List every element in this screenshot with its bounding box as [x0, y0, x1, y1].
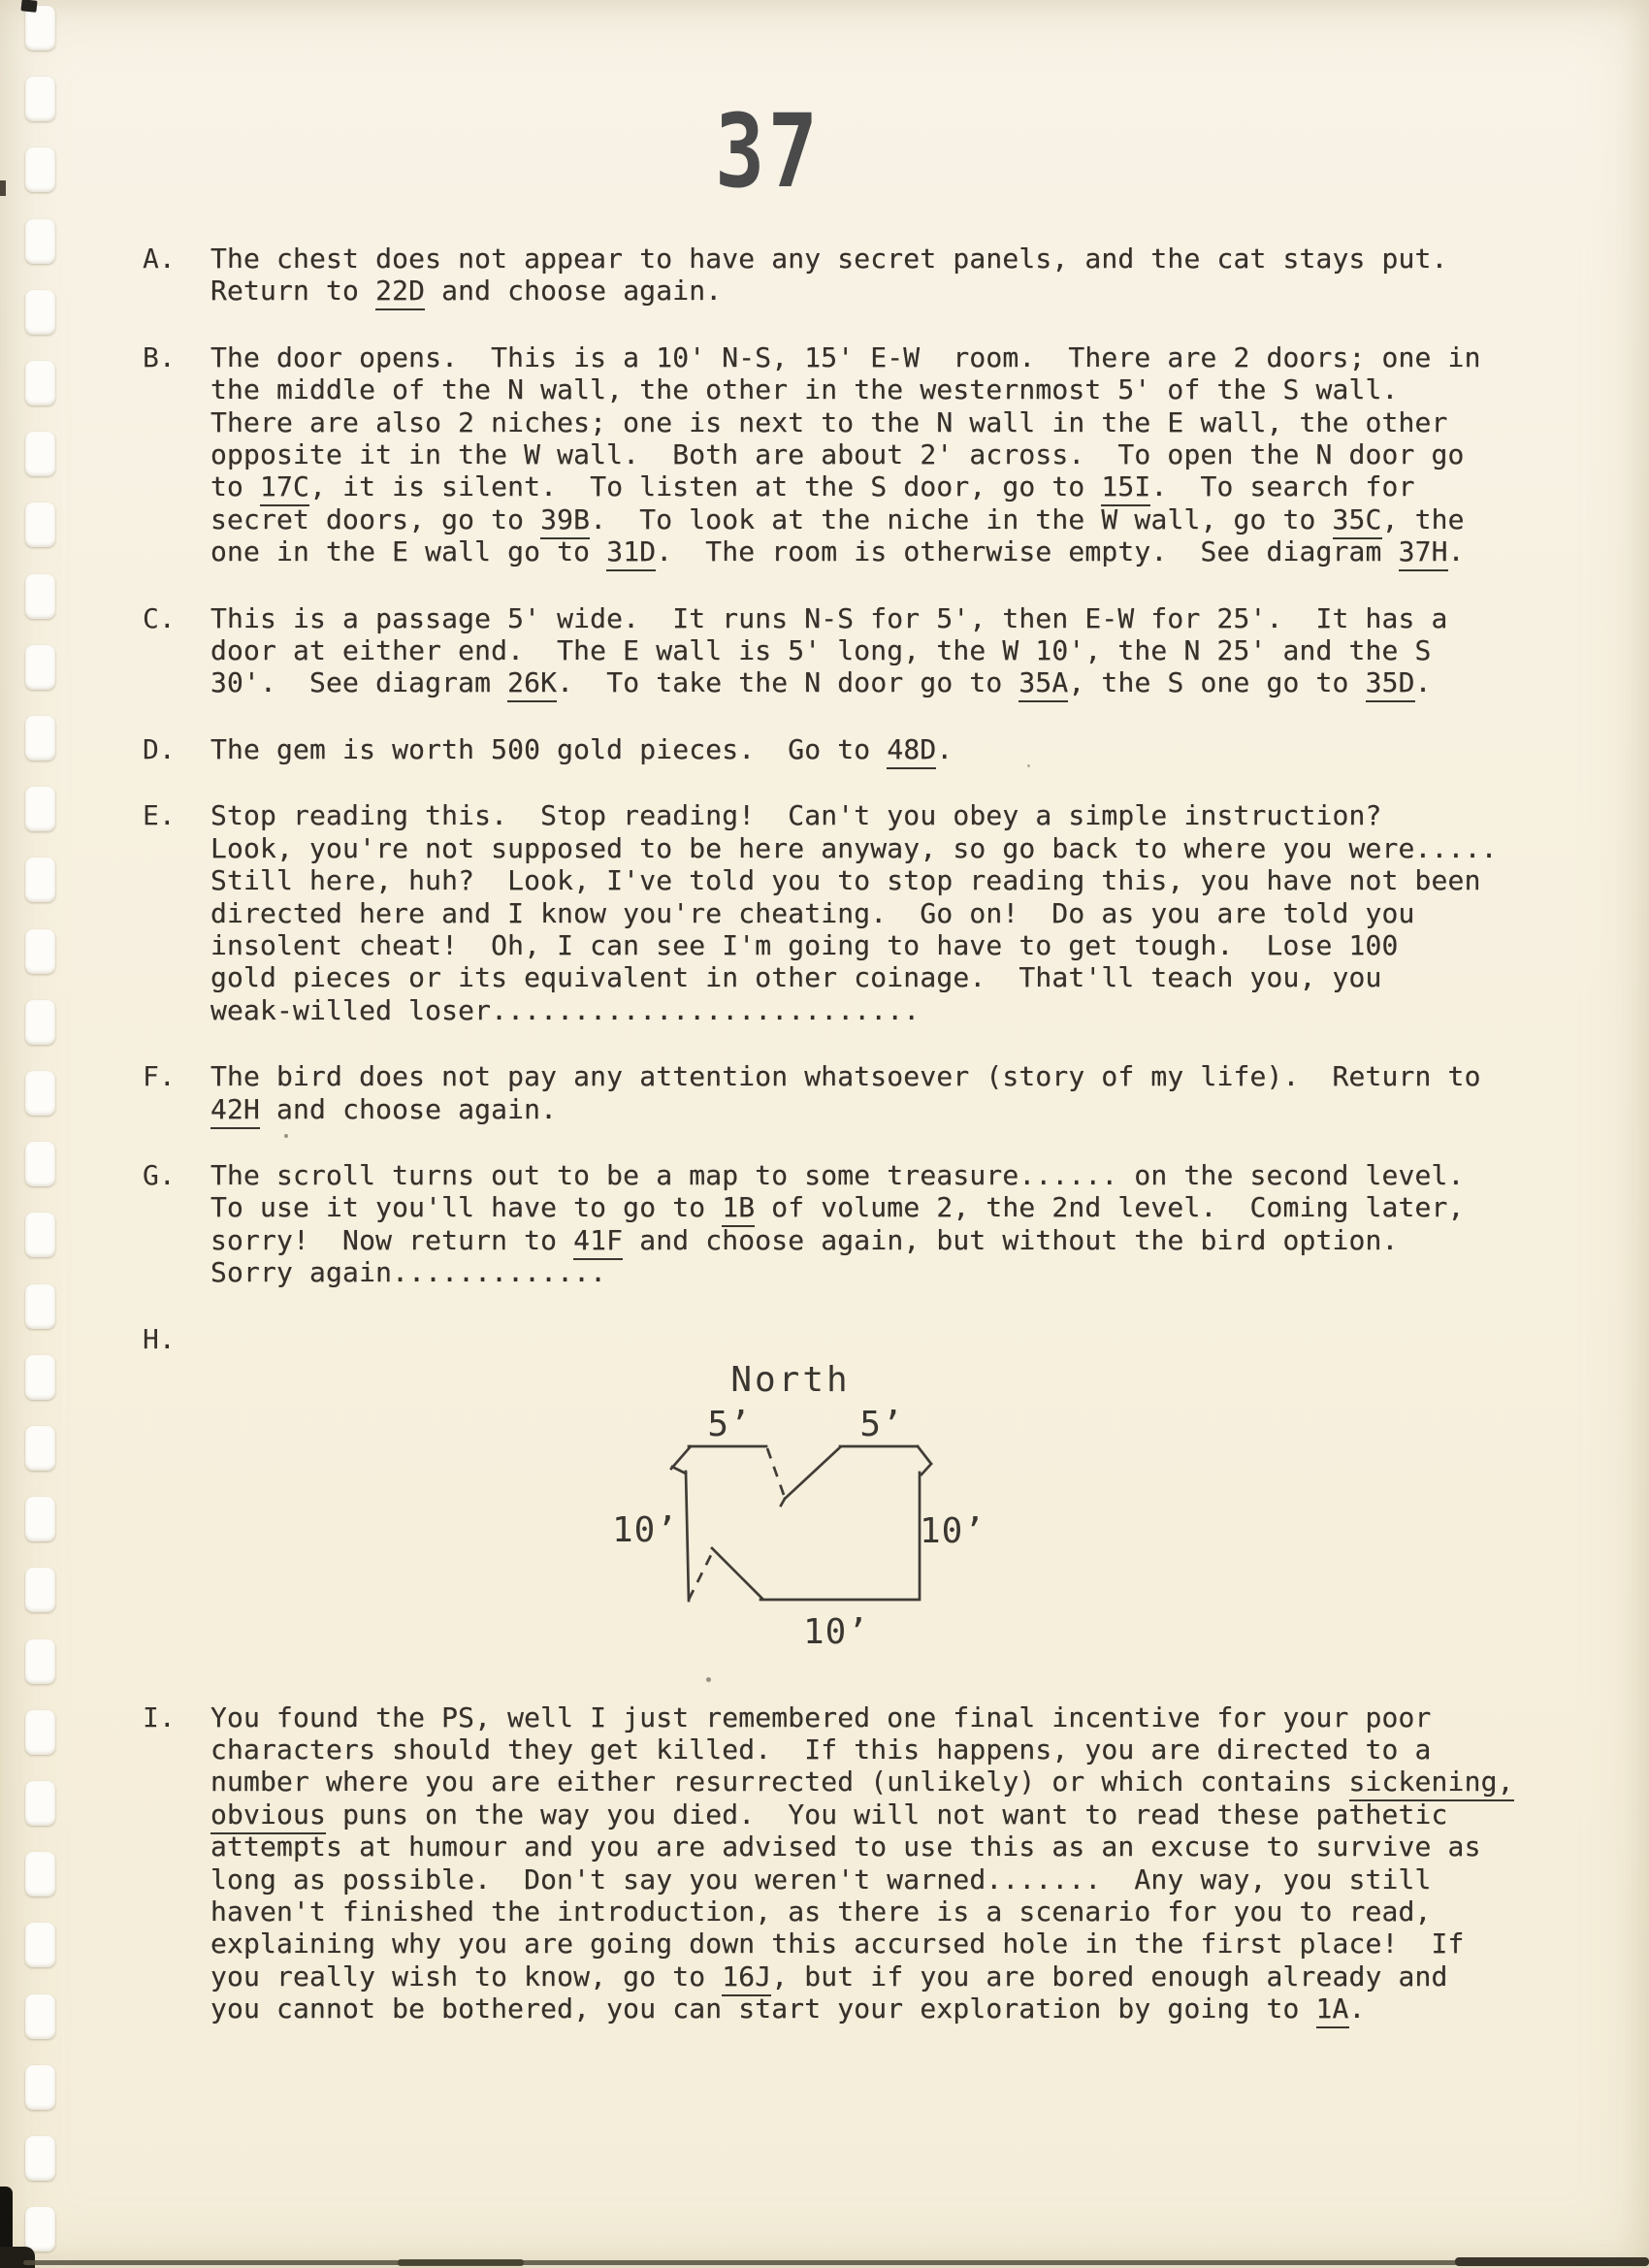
section-i	[143, 1701, 1649, 2025]
section-ref: 35C	[1333, 503, 1382, 539]
section-letter: G.	[143, 1158, 176, 1191]
section-a	[143, 243, 1649, 308]
text-line: directed here and I know you're cheating. Go on! Do as you are told you	[210, 896, 1415, 929]
scan-mark-top-left	[20, 0, 37, 13]
section-ref: 16J	[722, 1960, 771, 1996]
text-line: Look, you're not supposed to be here anyway, so go back to where you were.....	[210, 831, 1498, 864]
section-d	[143, 732, 1649, 765]
room-diagram	[582, 1323, 1067, 1651]
section-ref: 1A	[1316, 1993, 1349, 2028]
section-body	[210, 1323, 1649, 1651]
section-ref: 31D	[606, 535, 656, 571]
text-line: number where you are either resurrected (unlikely) or which contains sickening,	[210, 1766, 1649, 1798]
section-ref: sickening,	[1349, 1766, 1514, 1801]
text-line: characters should they get killed. If this happens, you are directed to a	[210, 1733, 1432, 1766]
text-line: To use it you'll have to go to 1B of volume 2, the 2nd level. Coming later,	[210, 1191, 1649, 1223]
diagram-label-right: 10’	[919, 1510, 986, 1551]
section-ref: 42H	[210, 1093, 260, 1129]
section-ref: 26K	[507, 666, 557, 702]
section-ref: 39B	[540, 503, 590, 539]
text-line: Still here, huh? Look, I've told you to stop reading this, you have not been	[210, 864, 1481, 897]
section-body	[210, 1159, 1649, 1289]
text-line: Stop reading this. Stop reading! Can't you obey a simple instruction?	[210, 799, 1382, 832]
section-g	[143, 1158, 1649, 1289]
section-ref: 37H	[1399, 535, 1448, 571]
binding-hole	[25, 2065, 55, 2110]
section-letter: I.	[143, 1701, 176, 1733]
binding-hole	[25, 2207, 55, 2252]
scan-speck	[1027, 764, 1030, 767]
section-body	[210, 341, 1649, 568]
section-ref: 22D	[375, 275, 425, 310]
diagram-label-north: North	[730, 1359, 851, 1400]
section-body	[210, 799, 1649, 1026]
section-ref: 17C	[260, 470, 309, 506]
text-line: The chest does not appear to have any secret panels, and the cat stays put.	[210, 243, 1448, 275]
text-line: the middle of the N wall, the other in the westernmost 5' of the S wall.	[210, 373, 1399, 406]
section-ref: 1B	[722, 1191, 755, 1227]
scan-speck	[284, 1134, 288, 1138]
diagram-label-left: 10’	[611, 1509, 679, 1550]
section-body	[210, 733, 1649, 765]
text-line: opposite it in the W wall. Both are about 2' across. To open the N door go	[210, 438, 1465, 471]
section-e	[143, 799, 1649, 1026]
binding-hole	[25, 2136, 55, 2181]
text-line: weak-willed loser..........................	[210, 993, 921, 1026]
text-line: This is a passage 5' wide. It runs N-S for 5', then E-W for 25'. It has a	[210, 601, 1448, 634]
diagram-label-bottom: 10’	[802, 1611, 870, 1651]
section-body	[210, 1701, 1649, 2025]
text-line: door at either end. The E wall is 5' long, the W 10', the N 25' and the S	[210, 634, 1432, 667]
diagram-svg	[582, 1323, 1067, 1651]
text-line: explaining why you are going down this accursed hole in the first place! If	[210, 1928, 1465, 1960]
text-line: to 17C, it is silent. To listen at the S door, go to 15I. To search for	[210, 470, 1649, 502]
section-letter: F.	[143, 1060, 176, 1093]
section-letter: D.	[143, 732, 176, 765]
text-line: There are also 2 niches; one is next to the N wall in the E wall, the other	[210, 405, 1448, 438]
text-line: The scroll turns out to be a map to some treasure...... on the second level.	[210, 1158, 1465, 1191]
section-ref: 48D	[887, 733, 936, 769]
room-outline	[671, 1446, 931, 1601]
section-ref: 35D	[1366, 666, 1415, 702]
text-line: You found the PS, well I just remembered one final incentive for your poor	[210, 1701, 1432, 1733]
text-line: attempts at humour and you are advised to use this as an excuse to survive as	[210, 1831, 1481, 1863]
scan-edge-patch	[398, 2259, 524, 2266]
text-line: you cannot be bothered, you can start your exploration by going to 1A.	[210, 1993, 1649, 2025]
section-letter: E.	[143, 799, 176, 832]
text-line: you really wish to know, go to 16J, but if you are bored enough already and	[210, 1960, 1649, 1993]
text-line: 30'. See diagram 26K. To take the N door go to 35A, the S one go to 35D.	[210, 666, 1649, 698]
section-c	[143, 601, 1649, 699]
text-line: gold pieces or its equivalent in other coinage. That'll teach you, you	[210, 961, 1382, 994]
page-number: 37	[715, 92, 822, 211]
text-line: insolent cheat! Oh, I can see I'm going to have to get tough. Lose 100	[210, 928, 1399, 961]
section-letter: A.	[143, 243, 176, 275]
text-line: haven't finished the introduction, as there is a scenario for you to read,	[210, 1895, 1432, 1928]
text-line: sorry! Now return to 41F and choose again, but without the bird option.	[210, 1224, 1649, 1256]
section-ref: 35A	[1018, 666, 1068, 702]
section-ref: obvious	[210, 1798, 326, 1834]
section-body	[210, 602, 1649, 699]
section-ref: 41F	[573, 1224, 623, 1260]
diagram-label-top-right: 5’	[859, 1404, 904, 1444]
section-letter: B.	[143, 340, 176, 373]
text-line: one in the E wall go to 31D. The room is otherwise empty. See diagram 37H.	[210, 535, 1649, 567]
scan-edge-patch	[1455, 2257, 1649, 2266]
door-dashed-lines	[689, 1448, 784, 1600]
text-line: secret doors, go to 39B. To look at the niche in the W wall, go to 35C, the	[210, 503, 1649, 535]
diagram-label-top-left: 5’	[707, 1404, 752, 1444]
section-body	[210, 243, 1649, 308]
section-b	[143, 340, 1649, 568]
text-line: 42H and choose again.	[210, 1093, 1649, 1125]
section-f	[143, 1060, 1649, 1125]
text-line: obvious puns on the way you died. You will not want to read these pathetic	[210, 1798, 1649, 1831]
text-line: The door opens. This is a 10' N-S, 15' E-W room. There are 2 doors; one in	[210, 340, 1481, 373]
section-body	[210, 1060, 1649, 1125]
text-line: The gem is worth 500 gold pieces. Go to 48D.	[210, 733, 1649, 765]
section-ref: 15I	[1101, 470, 1150, 506]
scan-mark-left-edge	[0, 180, 6, 196]
section-letter: C.	[143, 601, 176, 634]
text-line: Sorry again.............	[210, 1256, 607, 1289]
text-line: Return to 22D and choose again.	[210, 275, 1649, 307]
section-letter: H.	[143, 1322, 176, 1355]
scan-edge-line	[23, 2260, 1649, 2265]
text-line: long as possible. Don't say you weren't warned....... Any way, you still	[210, 1863, 1432, 1895]
scan-speck	[706, 1677, 711, 1682]
text-line: The bird does not pay any attention whatsoever (story of my life). Return to	[210, 1060, 1481, 1093]
section-h	[143, 1322, 1649, 1651]
